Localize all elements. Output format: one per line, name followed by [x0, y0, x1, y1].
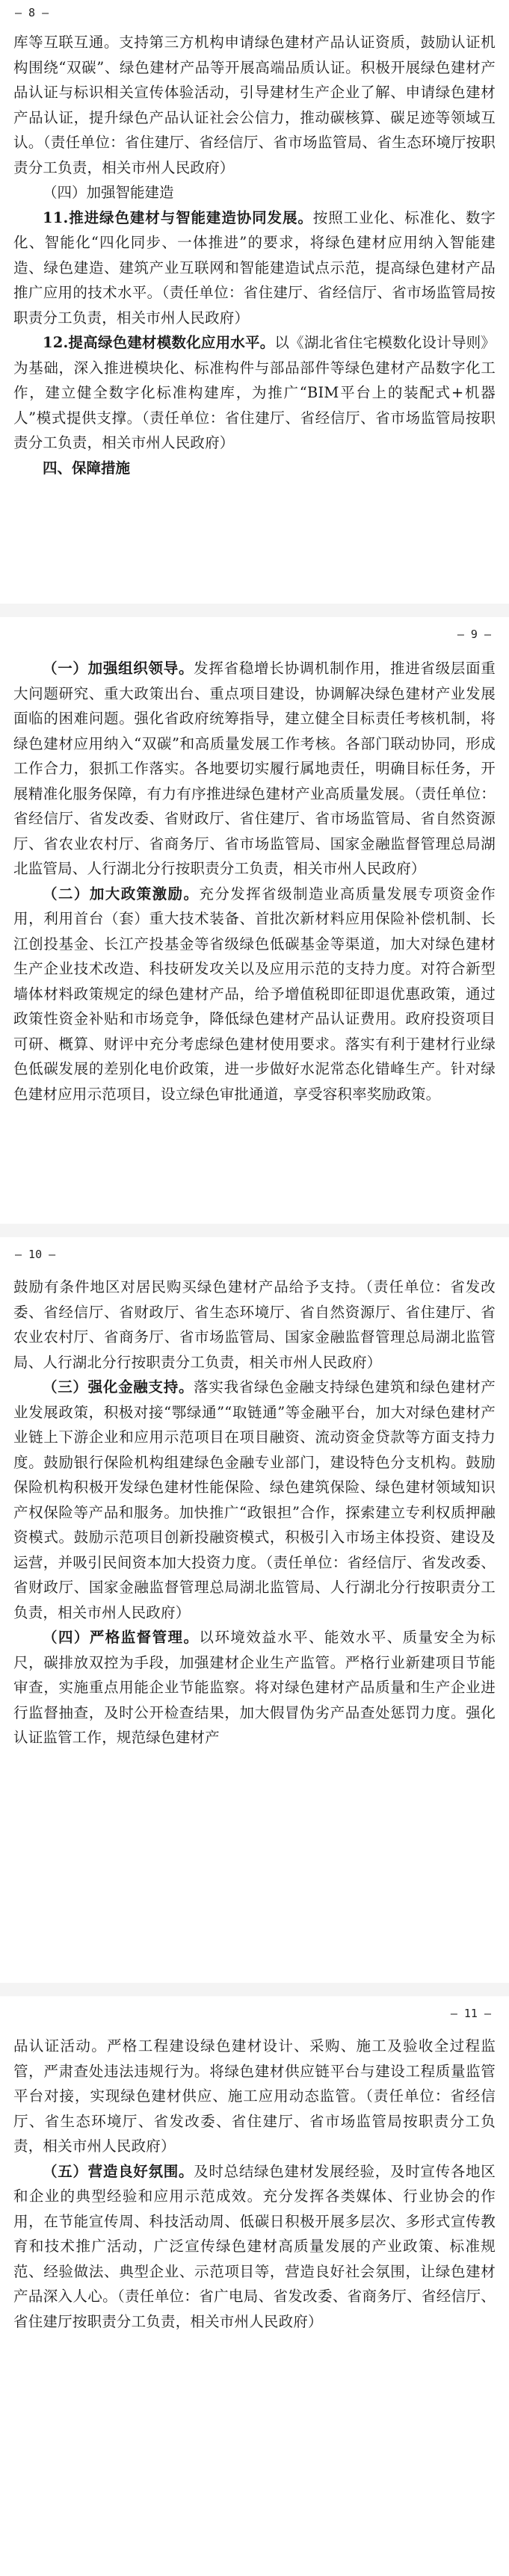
measure-title: （二）加大政策激励。 [43, 885, 200, 902]
item-11 [13, 205, 496, 331]
paragraph-continued: 鼓励有条件地区对居民购买绿色建材产品给予支持。（责任单位：省发改委、省经信厅、省财政厅、省生态环境厅、省自然资源厅、省住建厅、省农业农村厅、省商务厅、省市场监管局、国家金融监督管理总局湖北监管局、人行湖北分行按职责分工负责，相关市州人民政府） [13, 1278, 496, 1371]
page-10 [0, 1237, 509, 1983]
item-body: 按照工业化、标准化、数字化、智能化“四化同步、一体推进”的要求，将绿色建材应用纳入智能建造、绿色建造、建筑产业互联网和智能建造试点示范，提高绿色建材产品推广应用的技术水平。（责任单位：省住建厅、省经信厅、省市场监管局按职责分工负责，相关市州人民政府） [13, 208, 496, 326]
measure-paragraph [13, 882, 496, 1107]
page-number: — 11 — [450, 2007, 491, 2020]
measure-body: 发挥省稳增长协调机制作用，推进省级层面重大问题研究、重大政策出台、重点项目建设，协调解决绿色建材产业发展面临的困难问题。强化省政府统筹指导，建立健全目标责任考核机制，将绿色建材应用纳入“双碳”和高质量发展工作考核。各部门联动协同，形成工作合力，狠抓工作落实。各地要切实履行属地责任，明确目标任务，开展精准化服务保障，有力有序推进绿色建材产业高质量发展。（责任单位：省经信厅、省发改委、省财政厅、省住建厅、省市场监管局、省自然资源厅、省农业农村厅、省商务厅、省市场监管局、国家金融监督管理总局湖北监管局、人行湖北分行按职责分工负责，相关市州人民政府） [13, 660, 496, 877]
page-gap [0, 1224, 509, 1237]
paragraph-continued: 品认证活动。严格工程建设绿色建材设计、采购、施工及验收全过程监管，严肃查处违法违规行为。将绿色建材供应链平台与建设工程质量监管平台对接，实现绿色建材供应、施工应用动态监管。（责任单位：省经信厅、省生态环境厅、省发改委、省住建厅、省市场监管局按职责分工负责，相关市州人民政府） [13, 2037, 496, 2155]
page-8 [0, 0, 509, 604]
section-heading: （四）加强智能建造 [43, 184, 174, 201]
measure-title: （三）强化金融支持。 [43, 1378, 194, 1396]
page-number: — 9 — [457, 628, 491, 641]
item-12 [13, 330, 496, 456]
page-11 [0, 1996, 509, 2576]
item-title: 11.推进绿色建材与智能建造协同发展。 [43, 208, 313, 226]
page-number: — 10 — [15, 1248, 56, 1261]
paragraph: 库等互联互通。支持第三方机构申请绿色建材产品认证资质，鼓励认证机构围绕“双碳”、绿色建材产品等开展高端品质认证。积极开展绿色建材产品认证与标识相关宣传体验活动，引导建材生产企业了解、申请绿色建材产品认证，提升绿色产品认证社会公信力，推动碳核算、碳足迹等领域互认。（责任单位：省住建厅、省经信厅、省市场监管局、省生态环境厅按职责分工负责，相关市州人民政府） [13, 34, 496, 176]
item-body: 以《湖北省住宅模数化设计导则》为基础，深入推进模块化、标准构件与部品部件等绿色建材产品数字化工作，建立健全数字化标准构建库，为推广“BIM平台上的装配式+机器人”模式提供支撑。（责任单位：省住建厅、省经信厅、省市场监管局按职责分工负责，相关市州人民政府） [13, 334, 496, 451]
page-gap [0, 1983, 509, 1996]
page-9 [0, 617, 509, 1224]
measure-body: 落实我省绿色金融支持绿色建筑和绿色建材产业发展政策，积极对接“鄂绿通”“取链通”等金融平台，加大对绿色建材产业链上下游企业和应用示范项目在项目融资、流动资金贷款等方面支持力度。鼓励银行保险机构组建绿色金融专业部门，建设特色分支机构。鼓励保险机构积极开发绿色建材性能保险、绿色建筑保险、绿色建材领域知识产权保险等产品和服务。加快推广“政银担”合作，探索建立专利权质押融资模式。鼓励示范项目创新投融资模式，积极引入市场主体投资、建设及运营，并吸引民间资本加大投资力度。（责任单位：省经信厅、省发改委、省财政厅、国家金融监督管理总局湖北监管局、人行湖北分行按职责分工负责，相关市州人民政府） [13, 1378, 496, 1621]
measure-paragraph [13, 1625, 496, 1750]
measure-paragraph [13, 2159, 496, 2335]
item-title: 12.提高绿色建材模数化应用水平。 [43, 334, 275, 351]
measure-body: 充分发挥省级制造业高质量发展专项资金作用，利用首台（套）重大技术装备、首批次新材料应用保险补偿机制、长江创投基金、长江产投基金等省级绿色低碳基金等渠道，加大对绿色建材生产企业技术改造、科技研发攻关以及应用示范的支持力度。对符合新型墙体材料政策规定的绿色建材产品，给予增值税即征即退优惠政策，通过政策性资金补贴和市场竞争，降低绿色建材产品认证费用。政府投资项目可研、概算、财评中充分考虑绿色建材使用要求。落实有利于建材行业绿色低碳发展的差别化电价政策，进一步做好水泥常态化错峰生产。针对绿色建材应用示范项目，设立绿色审批通道，享受容积率奖励政策。 [13, 885, 496, 1103]
page-gap [0, 604, 509, 617]
measure-body: 及时总结绿色建材发展经验，及时宣传各地区和企业的典型经验和应用示范成效。充分发挥各类媒体、行业协会的作用，在节能宣传周、科技活动周、低碳日积极开展多层次、多形式宣传教育和技术推广活动，广泛宣传绿色建材高质量发展的产业政策、标准规范、经验做法、典型企业、示范项目等，营造良好社会氛围，让绿色建材产品深入人心。（责任单位：省广电局、省发改委、省商务厅、省经信厅、省住建厅按职责分工负责，相关市州人民政府） [13, 2162, 496, 2330]
page-number: — 8 — [15, 6, 49, 19]
measure-title: （五）营造良好氛围。 [43, 2162, 194, 2180]
measure-title: （一）加强组织领导。 [43, 660, 194, 677]
measure-body: 以环境效益水平、能效水平、质量安全为标尺，碳排放双控为手段，加强建材企业生产监管。严格行业新建项目节能审查，实施重点用能企业节能监察。将对绿色建材产品质量和生产企业进行监督抽查，及时公开检查结果，加大假冒伪劣产品查处惩罚力度。强化认证监管工作，规范绿色建材产 [13, 1629, 496, 1746]
measure-paragraph [13, 1375, 496, 1625]
measure-title: （四）严格监督管理。 [43, 1629, 200, 1646]
section-heading-main: 四、保障措施 [43, 459, 131, 477]
measure-paragraph [13, 656, 496, 882]
